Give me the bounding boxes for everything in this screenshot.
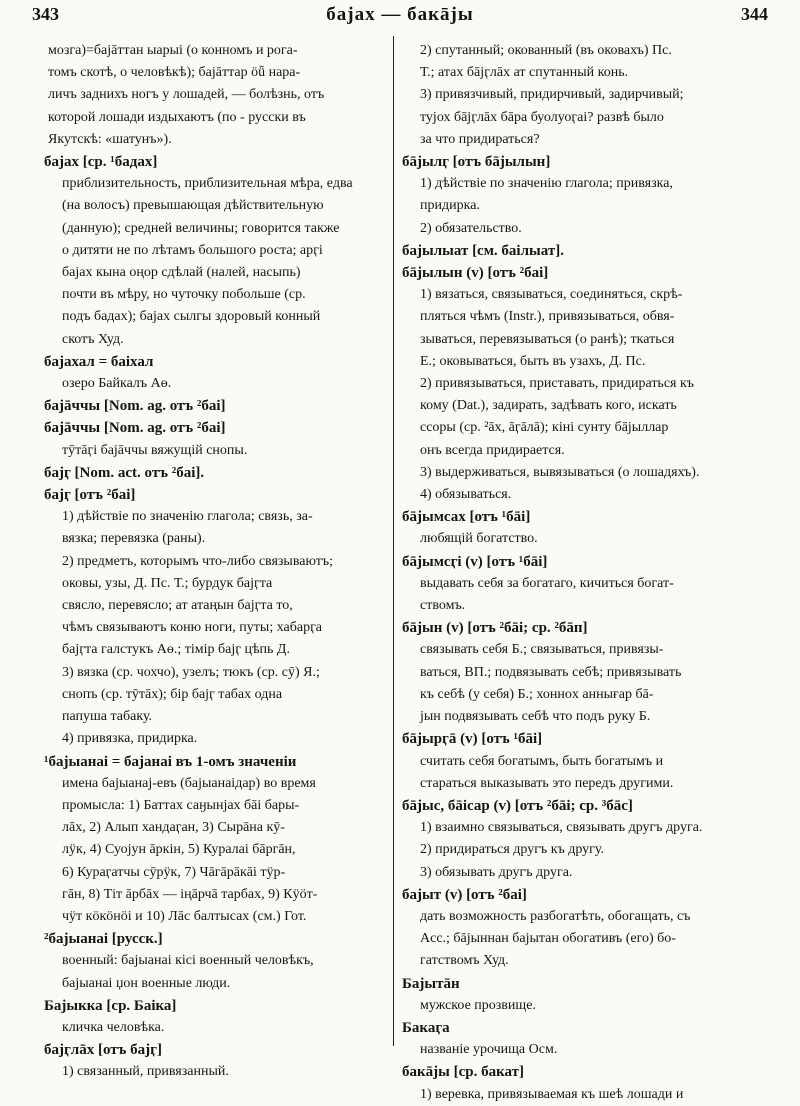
entry-line: (данную); средней величины; говорится также bbox=[62, 220, 340, 236]
entry-line: свясло, перевясло; ат атаңын бајӷта то, bbox=[62, 598, 293, 614]
headword-line: бајӷ [отъ ²баі] bbox=[44, 487, 136, 504]
entry-line: јын подвязывать себѣ что подъ руку Б. bbox=[420, 709, 651, 725]
entry-line: пляться чѣмъ (Instr.), привязываться, обвя- bbox=[420, 309, 675, 325]
entry-line: кличка человѣка. bbox=[62, 1019, 165, 1035]
entry-line: которой лошади издыхаютъ (по - русски въ bbox=[48, 109, 306, 125]
entry-line: ваться, ВП.; подвязывать себѣ; привязывать bbox=[420, 664, 682, 680]
entry-line: Acc.; бāјыннан бајытан обогативъ (его) бо- bbox=[420, 931, 676, 947]
entry-line: тујох бāјӷлāх бāра буолуоӷаі? развѣ было bbox=[420, 109, 664, 125]
headword-line: бајыт (v) [отъ ²баі] bbox=[402, 886, 527, 903]
entry-line: чӱт кöкöнöі и 10) Лāс балтысах (см.) Гот. bbox=[62, 908, 307, 924]
page-header bbox=[32, 4, 768, 30]
headword-line: бајылыат [см. баілыат]. bbox=[402, 242, 564, 259]
entry-line: 1) вязаться, связываться, соединяться, скрѣ- bbox=[420, 287, 683, 303]
headword-line: бајахал = баіхал bbox=[44, 353, 154, 370]
headword-line: бāјылӷ [отъ бāјылын] bbox=[402, 154, 551, 171]
headword-line: бакāјы [ср. бакат] bbox=[402, 1064, 524, 1081]
entry-line: лӱк, 4) Суојун āркін, 5) Куралаі бāргāн, bbox=[62, 842, 296, 858]
entry-line: мужское прозвище. bbox=[420, 997, 536, 1013]
entry-line: имена бајыанај-евъ (бајыанаідар) во время bbox=[62, 775, 316, 791]
entry-line: 3) обязывать другъ друга. bbox=[420, 864, 573, 880]
headword-line: бāјын (v) [отъ ²бāі; ср. ²бāп] bbox=[402, 620, 588, 637]
entry-line: 3) выдерживаться, вывязываться (о лошадяхъ). bbox=[420, 464, 700, 480]
headword-line: ²бајыанаі [русск.] bbox=[44, 931, 163, 948]
entry-line: снопъ (ср. тӯтāх); бір бајӷ табах одна bbox=[62, 686, 283, 702]
entry-line: любящій богатство. bbox=[420, 531, 538, 547]
entry-line: промысла: 1) Баттах саӈынјах бāі бары- bbox=[62, 797, 300, 813]
entry-line: приблизительность, приблизительная мѣра, едва bbox=[62, 176, 353, 192]
headword-line: Бакаӷа bbox=[402, 1019, 450, 1036]
column-divider bbox=[393, 36, 394, 1046]
entry-line: озеро Байкалъ Аө. bbox=[62, 376, 172, 392]
headword-line: ¹бајыанаі = бајанаі въ 1-омъ значеніи bbox=[44, 753, 297, 770]
entry-line: 2) придираться другъ къ другу. bbox=[420, 842, 605, 858]
entry-line: зываться, перевязываться (о ранѣ); ткаться bbox=[420, 331, 675, 347]
entry-line: лāх, 2) Алып хандаӷан, 3) Сырāна кӯ- bbox=[62, 820, 285, 836]
entry-line: Якутскѣ: «шатунъ»). bbox=[48, 131, 172, 147]
entry-line: 2) обязательство. bbox=[420, 220, 522, 236]
entry-line: Т.; атах бāјӷлāх ат спутанный конь. bbox=[420, 65, 629, 81]
headword-line: бāјылын (v) [отъ ²баі] bbox=[402, 265, 549, 282]
headword-line: бајах [ср. ¹бадах] bbox=[44, 154, 158, 171]
entry-line: (на волосъ) превышающая дѣйствительную bbox=[62, 198, 324, 214]
entry-line: военный: бајыанаі кісі военный человѣкъ, bbox=[62, 953, 314, 969]
entry-line: выдавать себя за богатаго, кичиться богат- bbox=[420, 575, 674, 591]
entry-line: считать себя богатымъ, быть богатымъ и bbox=[420, 753, 664, 769]
headword-line: Бајытāн bbox=[402, 975, 460, 992]
entry-line: бајӷта галстукъ Аө.; тімір бајӷ цѣпь Д. bbox=[62, 642, 290, 658]
entry-line: 1) веревка, привязываемая къ шеѣ лошади и bbox=[420, 1086, 684, 1102]
entry-line: ствомъ. bbox=[420, 598, 466, 614]
left-column bbox=[44, 40, 388, 1084]
entry-line: онъ всегда придирается. bbox=[420, 442, 565, 458]
entry-line: названіе урочища Осм. bbox=[420, 1042, 558, 1058]
entry-line: 1) дѣйствіе по значенію глагола; связь, за- bbox=[62, 509, 313, 525]
entry-line: почти въ мѣру, но чуточку побольше (ср. bbox=[62, 287, 306, 303]
entry-line: Е.; оковываться, быть въ узахъ, Д. Пс. bbox=[420, 353, 646, 369]
entry-line: ссоры (ср. ²āх, āӷāлā); кіні сунту бāјыллар bbox=[420, 420, 669, 436]
headword-line: бāјыс, бāісар (v) [отъ ²бāі; ср. ³бāс] bbox=[402, 797, 633, 814]
entry-line: мозга)=бајāттан ыарыі (о конномъ и рога- bbox=[48, 43, 298, 58]
entry-line: оковы, узы, Д. Пс. Т.; бурдук бајӷта bbox=[62, 575, 273, 591]
entry-line: скотъ Худ. bbox=[62, 331, 124, 347]
headword-line: бајāччы [Nom. ag. отъ ²баі] bbox=[44, 420, 226, 437]
headword-line: Бајыкка [ср. Баіка] bbox=[44, 997, 177, 1014]
headword-line: бāјымсах [отъ ¹бāі] bbox=[402, 509, 531, 526]
entry-line: бајах кына оңор сдѣлай (налей, насыпь) bbox=[62, 265, 301, 281]
running-title: бајах — бакāјы bbox=[326, 4, 474, 25]
entry-line: 1) дѣйствіе по значенію глагола; привязка, bbox=[420, 176, 673, 192]
entry-line: 3) привязчивый, придирчивый, задирчивый; bbox=[420, 87, 684, 103]
entry-line: 3) вязка (ср. чохчо), узелъ; тюкъ (ср. сӯ) Я.; bbox=[62, 664, 320, 680]
entry-line: дать возможность разбогатѣть, обогащать, съ bbox=[420, 908, 691, 924]
entry-line: кому (Dat.), задирать, задѣвать кого, искать bbox=[420, 398, 677, 414]
entry-line: 4) обязываться. bbox=[420, 487, 512, 503]
entry-line: 2) спутанный; окованный (въ оковахъ) Пс. bbox=[420, 43, 672, 58]
headword-line: бāјырӷā (v) [отъ ¹бāі] bbox=[402, 731, 543, 748]
entry-line: 6) Кураӷатчы сӯрӱк, 7) Чāгāрāкāі тӱр- bbox=[62, 864, 286, 880]
entry-line: личъ заднихъ ногъ у лошадей, — болѣзнь, отъ bbox=[48, 87, 325, 103]
entry-line: за что придираться? bbox=[420, 131, 540, 147]
entry-line: томъ скотѣ, о человѣкѣ); бајāттар öǖ нара- bbox=[48, 65, 301, 81]
page-number-right: 344 bbox=[741, 4, 768, 24]
entry-line: 1) взаимно связываться, связывать другъ друга. bbox=[420, 820, 703, 836]
headword-line: бāјымсӷі (v) [отъ ¹бāі] bbox=[402, 553, 548, 570]
headword-line: бајӷлāх [отъ бајӷ] bbox=[44, 1042, 162, 1059]
entry-line: папуша табаку. bbox=[62, 709, 153, 725]
entry-line: гатствомъ Худ. bbox=[420, 953, 509, 969]
entry-line: стараться выказывать это передъ другими. bbox=[420, 775, 674, 791]
entry-line: о дитяти не по лѣтамъ большого роста; арӷі bbox=[62, 242, 323, 258]
headword-line: бајāччы [Nom. ag. отъ ²баі] bbox=[44, 398, 226, 415]
entry-line: 2) привязываться, приставать, придираться къ bbox=[420, 376, 695, 392]
entry-line: придирка. bbox=[420, 198, 480, 214]
entry-line: подъ бадах); бајах сылгы здоровый конный bbox=[62, 309, 321, 325]
entry-line: къ себѣ (у себя) Б.; хонноx аннығар бā- bbox=[420, 686, 654, 702]
entry-line: 4) привязка, придирка. bbox=[62, 731, 198, 747]
entry-line: 2) предметъ, которымъ что-либо связываютъ; bbox=[62, 553, 333, 569]
entry-line: 1) связанный, привязанный. bbox=[62, 1064, 229, 1080]
entry-line: чѣмъ связываютъ коню ноги, путы; хабарӷа bbox=[62, 620, 323, 636]
page-number-left: 343 bbox=[32, 4, 59, 24]
entry-line: связывать себя Б.; связываться, привязы- bbox=[420, 642, 664, 658]
entry-line: тӯтāӷі бајāччы вяжущій снопы. bbox=[62, 442, 248, 458]
right-column bbox=[402, 40, 750, 1106]
entry-line: бајыанаі џон военные люди. bbox=[62, 975, 231, 991]
entry-line: вязка; перевязка (раны). bbox=[62, 531, 206, 547]
headword-line: бајӷ [Nom. act. отъ ²баі]. bbox=[44, 464, 205, 481]
entry-line: гāн, 8) Тіт āрбāх — іңāрчā тарбах, 9) Кӱöт- bbox=[62, 886, 318, 902]
